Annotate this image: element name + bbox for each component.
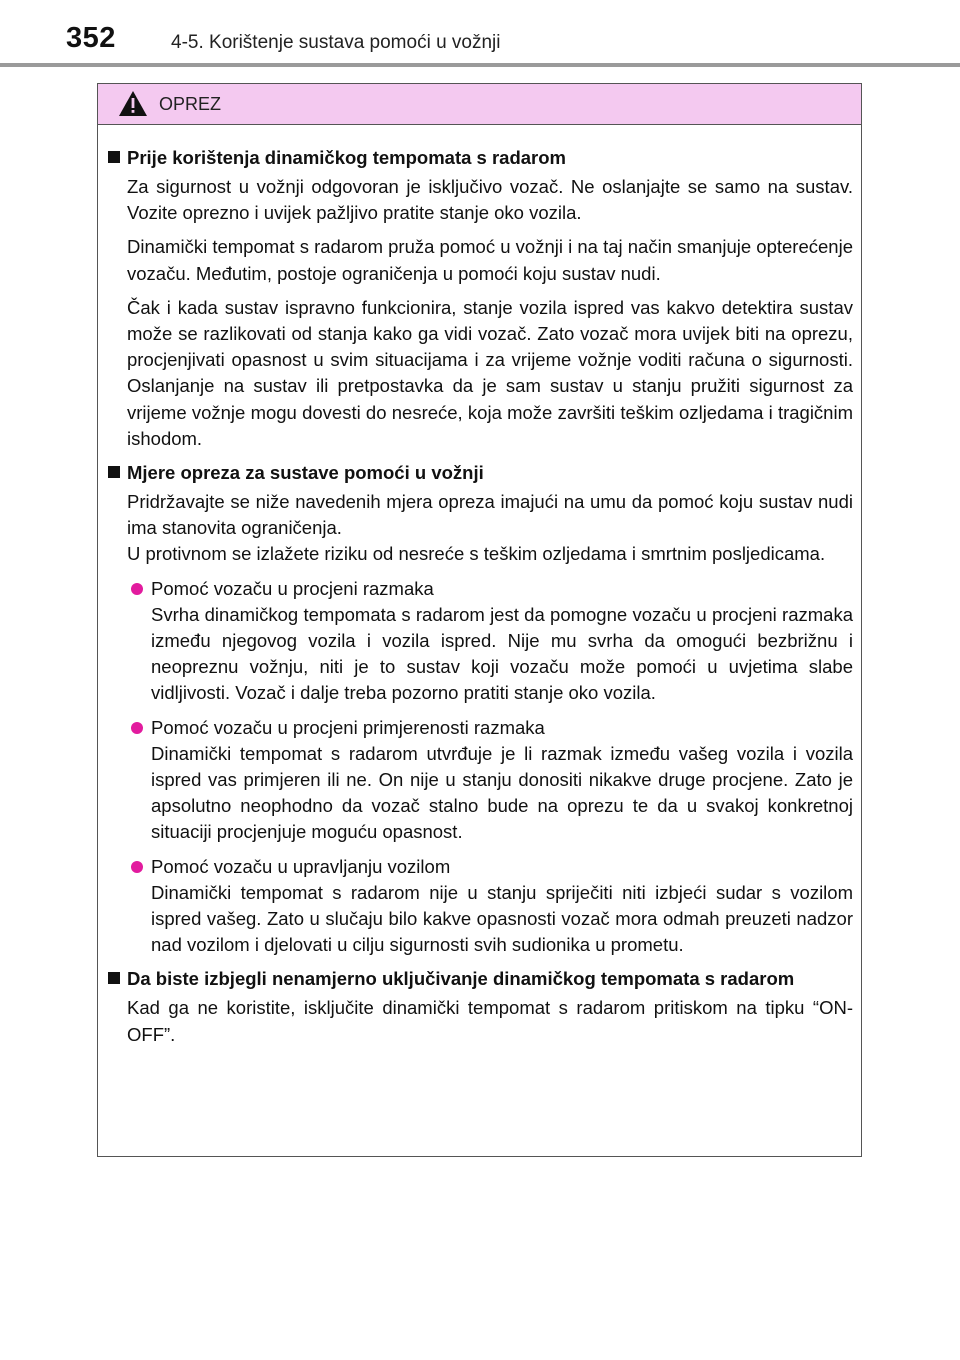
paragraph: Za sigurnost u vožnji odgovoran je isključivo vozač. Ne oslanjajte se samo na sustav. Vozite oprezno i uvijek pažljivo pratite stanje oko vozila. [127, 176, 853, 224]
bullet-text: Dinamički tempomat s radarom nije u stanju spriječiti niti izbjeći sudar s vozilom ispred vašeg. Zato u slučaju bilo kakve opasnosti vozač mora odmah preuzeti nadzor nad vozilom i djelovati u cilju sigurnosti svih sudionika u prometu. [151, 881, 853, 956]
warning-triangle-icon [118, 90, 148, 117]
section-heading: Prije korištenja dinamičkog tempomata s radarom [107, 145, 853, 171]
square-bullet-icon [108, 972, 120, 984]
section-title: 4-5. Korištenje sustava pomoći u vožnji [171, 32, 501, 53]
paragraph: U protivnom se izlažete riziku od nesreće s teškim ozljedama i smrtnim posljedicama. [127, 543, 826, 565]
list-item [151, 715, 853, 846]
section-heading: Da biste izbjegli nenamjerno uključivanje dinamičkog tempomata s radarom [107, 966, 853, 992]
page-header [0, 0, 960, 70]
list-item [151, 854, 853, 959]
section-heading: Mjere opreza za sustave pomoći u vožnji [107, 460, 853, 486]
paragraph: Pridržavajte se niže navedenih mjera opreza imajući na umu da pomoć koju sustav nudi ima stanovita ograničenja. [127, 491, 853, 539]
round-bullet-icon [131, 722, 143, 734]
bullet-title: Pomoć vozaču u upravljanju vozilom [151, 855, 451, 877]
caution-box [97, 83, 862, 1157]
bullet-title: Pomoć vozaču u procjeni razmaka [151, 577, 434, 599]
paragraph: Čak i kada sustav ispravno funkcionira, stanje vozila ispred vas kakvo detektira sustav može se razlikovati od stanja kako ga vidi vozač. Zato vozač mora uvijek biti na oprezu, procjenjivati opasnost u svim situacijama i za vrijeme vožnje voditi računa o sigurnosti. Oslanjanje na sustav ili pretpostavka da je sam sustav u stanju pružiti sigurnost za vrijeme vožnje mogu dovesti do nesreće, koja može završiti teškim ozljedama i tragičnim ishodom. [127, 296, 853, 449]
caution-header [98, 84, 861, 125]
square-bullet-icon [108, 466, 120, 478]
bullet-title: Pomoć vozaču u procjeni primjerenosti razmaka [151, 716, 545, 738]
paragraph: Dinamički tempomat s radarom pruža pomoć u vožnji i na taj način smanjuje opterećenje vozaču. Međutim, postoje ograničenja u pomoći koju sustav nudi. [127, 236, 853, 284]
header-divider [0, 63, 960, 67]
round-bullet-icon [131, 861, 143, 873]
square-bullet-icon [108, 151, 120, 163]
caution-label: OPREZ [159, 94, 222, 114]
list-item [151, 576, 853, 707]
bullet-text: Dinamički tempomat s radarom utvrđuje je li razmak između vašeg vozila i vozila ispred vas primjeren ili ne. On nije u stanju donositi nikakve druge procjene. Zato je apsolutno neophodno da vozač stalno bude na oprezu te da u svakoj konkretnoj situaciji procjenjuje moguću opasnost. [151, 742, 853, 843]
page-number: 352 [66, 22, 116, 54]
round-bullet-icon [131, 583, 143, 595]
paragraph: Kad ga ne koristite, isključite dinamički tempomat s radarom pritiskom na tipku “ON-OFF”. [127, 997, 853, 1045]
bullet-text: Svrha dinamičkog tempomata s radarom jest da pomogne vozaču u procjeni razmaka između njegovog vozila i vozila ispred. Nije mu svrha da omogući bezbrižnu i neopreznu vožnju, niti je to sustav koji vozaču može pomoći u uvjetima slabe vidljivosti. Vozač i dalje treba pozorno pratiti stanje oko vozila. [151, 603, 853, 704]
caution-body [98, 125, 861, 1048]
